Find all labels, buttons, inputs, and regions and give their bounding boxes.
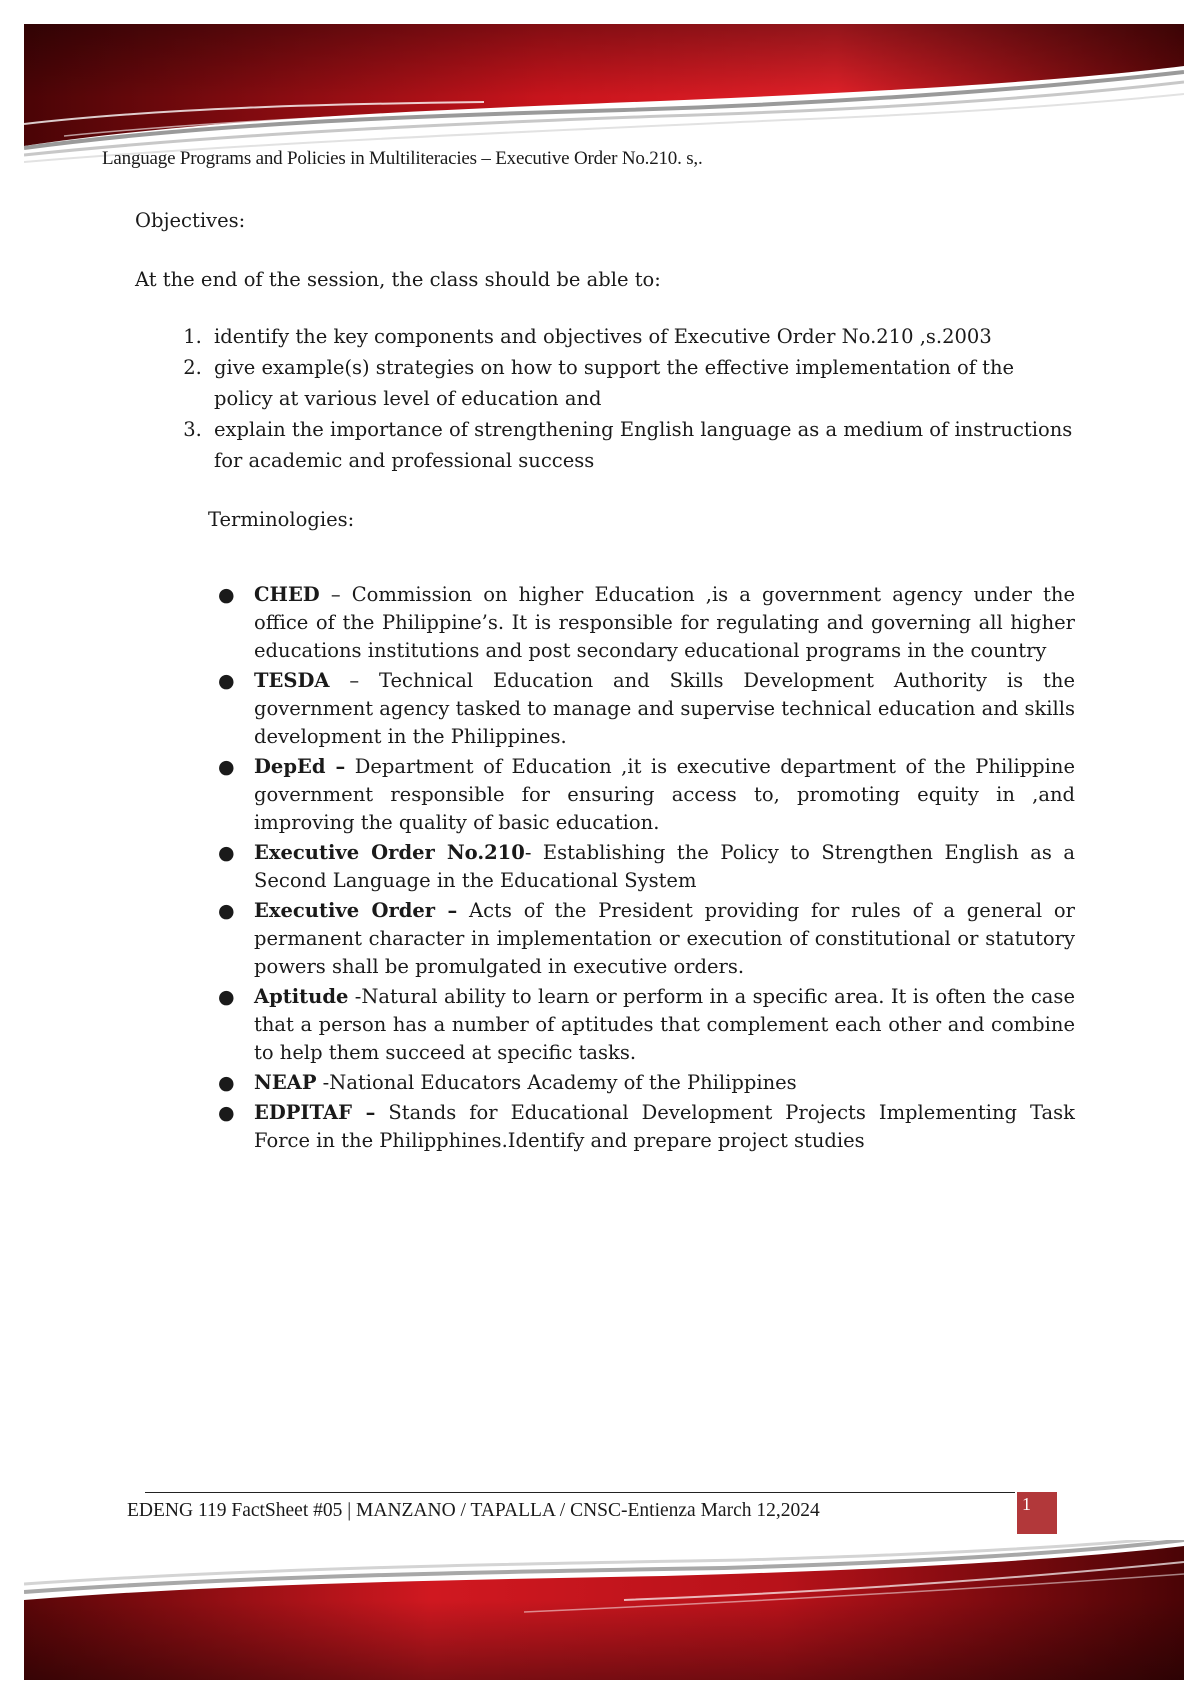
term-item bbox=[218, 667, 1075, 751]
term-definition: Natural ability to learn or perform in a specific area. It is often the case that a person has a number of aptitudes that complement each other and combine to help them succeed at specific tasks. bbox=[254, 985, 1075, 1064]
term-separator: – bbox=[329, 669, 380, 692]
term-separator: - bbox=[348, 985, 362, 1008]
term-item bbox=[218, 839, 1075, 895]
term-name: CHED bbox=[254, 583, 320, 606]
term-item bbox=[218, 753, 1075, 837]
objective-item: 2. give example(s) strategies on how to support the effective implementation of the policy at various level of education and bbox=[208, 352, 1075, 414]
bullet-icon: ● bbox=[218, 584, 235, 606]
footer-banner-graphic bbox=[24, 1540, 1184, 1680]
terminologies-label: Terminologies: bbox=[208, 508, 355, 531]
term-separator: - bbox=[316, 1071, 330, 1094]
term-definition: National Educators Academy of the Philippines bbox=[329, 1071, 797, 1094]
page-header-title: Language Programs and Policies in Multiliteracies – Executive Order No.210. s,. bbox=[102, 148, 703, 169]
bullet-icon: ● bbox=[218, 1102, 235, 1124]
bullet-icon: ● bbox=[218, 1072, 235, 1094]
term-separator: - bbox=[524, 841, 543, 864]
term-separator bbox=[375, 1101, 388, 1124]
objectives-list bbox=[135, 321, 1075, 476]
term-separator bbox=[345, 755, 354, 778]
term-separator: – bbox=[319, 583, 352, 606]
header-banner-graphic bbox=[24, 24, 1184, 164]
term-name: NEAP bbox=[254, 1071, 317, 1094]
objective-item: 3. explain the importance of strengthening English language as a medium of instructions for academic and professional success bbox=[208, 414, 1075, 476]
term-name: Executive Order No.210 bbox=[254, 841, 525, 864]
main-content bbox=[135, 205, 1075, 1157]
term-item bbox=[218, 1099, 1075, 1155]
bullet-icon: ● bbox=[218, 670, 235, 692]
term-item bbox=[218, 897, 1075, 981]
term-name: EDPITAF – bbox=[254, 1101, 376, 1124]
page-number-badge: 1 bbox=[1017, 1492, 1057, 1534]
bullet-icon: ● bbox=[218, 986, 235, 1008]
term-definition: Department of Education ,it is executive department of the Philippine government responsible for ensuring access to, promoting equity in ,and improving the quality of basic education. bbox=[254, 755, 1075, 834]
footer-banner bbox=[24, 1540, 1184, 1680]
objective-item: 1. identify the key components and objectives of Executive Order No.210 ,s.2003 bbox=[208, 321, 1075, 352]
term-separator bbox=[457, 899, 469, 922]
term-definition: Commission on higher Education ,is a government agency under the office of the Philippine’s. It is responsible for regulating and governing all higher educations institutions and post secondary educational programs in the country bbox=[254, 583, 1075, 662]
term-name: Aptitude bbox=[254, 985, 349, 1008]
objectives-intro: At the end of the session, the class should be able to: bbox=[135, 268, 661, 291]
term-item bbox=[218, 581, 1075, 665]
bullet-icon: ● bbox=[218, 900, 235, 922]
term-name: TESDA bbox=[254, 669, 330, 692]
term-item bbox=[218, 983, 1075, 1067]
bullet-icon: ● bbox=[218, 756, 235, 778]
objectives-label: Objectives: bbox=[135, 209, 246, 232]
bullet-icon: ● bbox=[218, 842, 235, 864]
footer-text: EDENG 119 FactSheet #05 | MANZANO / TAPALLA / CNSC-Entienza March 12,2024 bbox=[127, 1500, 820, 1521]
term-definition: Acts of the President providing for rules of a general or permanent character in implementation or execution of constitutional or statutory powers shall be promulgated in executive orders. bbox=[254, 899, 1075, 978]
term-definition: Technical Education and Skills Development Authority is the government agency tasked to manage and supervise technical education and skills development in the Philippines. bbox=[254, 669, 1075, 748]
term-item bbox=[218, 1069, 1075, 1097]
term-definition: Stands for Educational Development Projects Implementing Task Force in the Philipphines.Identify and prepare project studies bbox=[254, 1101, 1075, 1152]
footer-divider bbox=[145, 1492, 1015, 1493]
term-name: Executive Order – bbox=[254, 899, 458, 922]
terminologies-list bbox=[135, 581, 1075, 1155]
term-definition: Establishing the Policy to Strengthen English as a Second Language in the Educational System bbox=[254, 841, 1075, 892]
header-banner bbox=[24, 24, 1184, 164]
term-name: DepEd – bbox=[254, 755, 346, 778]
